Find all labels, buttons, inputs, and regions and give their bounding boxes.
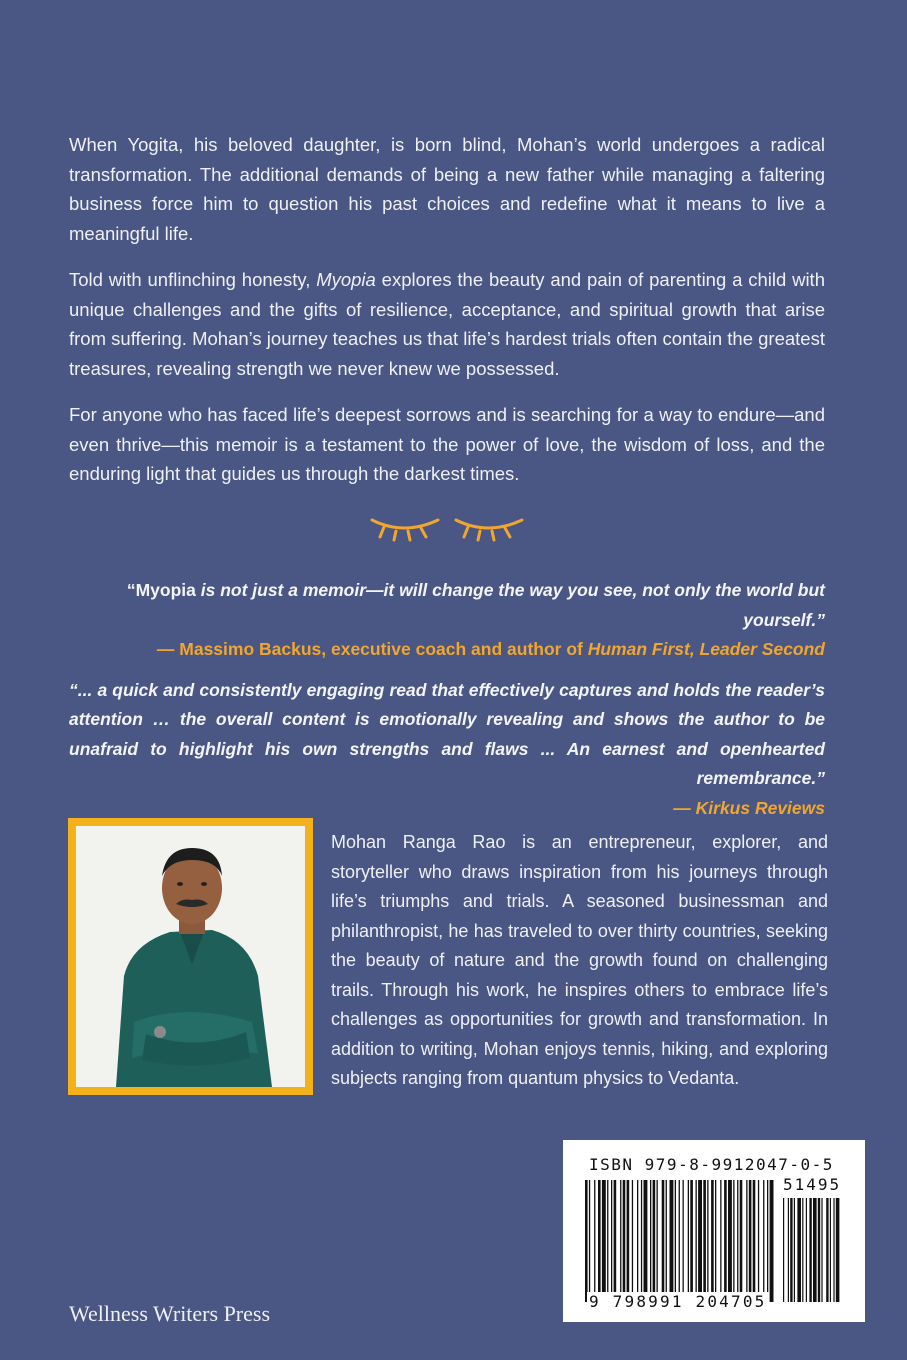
barcode-addon-bar: [818, 1198, 820, 1302]
barcode-bar: [690, 1180, 693, 1302]
barcode-bar: [607, 1180, 608, 1302]
barcode-bar: [696, 1180, 697, 1302]
quote-text: is not just a memoir—it will change the way you see, not only the world but yourself.”: [195, 580, 825, 630]
barcode-bar: [650, 1180, 651, 1302]
barcode-bar: [585, 1180, 588, 1302]
barcode-bar: [594, 1180, 595, 1302]
barcode-bar: [740, 1180, 743, 1302]
barcode-bar: [703, 1180, 706, 1302]
barcode-addon-bar: [794, 1198, 795, 1302]
barcode-addon-bar: [809, 1198, 811, 1302]
barcode-bar: [620, 1180, 621, 1302]
barcode-bar: [688, 1180, 689, 1302]
attribution-text: — Massimo Backus, executive coach and author of: [156, 639, 588, 659]
book-description: [69, 130, 825, 506]
barcode-bar: [641, 1180, 642, 1302]
barcode-bar: [653, 1180, 656, 1302]
barcode-bar: [746, 1180, 747, 1302]
barcode-addon-bar: [826, 1198, 828, 1302]
barcode-bar: [698, 1180, 702, 1302]
price-addon-number: 51495: [783, 1175, 842, 1194]
barcode-bar: [737, 1180, 738, 1302]
barcode-addon-bar: [790, 1198, 792, 1302]
barcode-bar: [758, 1180, 759, 1302]
author-portrait-image: [76, 826, 305, 1087]
barcode-bar: [637, 1180, 638, 1302]
description-paragraph-3: For anyone who has faced life’s deepest sorrows and is searching for a way to endure—and even thrive—this memoir is a testament to the power of love, the wisdom of loss, and the enduring light that guides us through the darkest times.: [69, 404, 825, 484]
barcode-bar: [611, 1180, 612, 1302]
barcode-bar: [763, 1180, 764, 1302]
barcode-bar: [670, 1180, 674, 1302]
endorsement-quote: “... a quick and consistently engaging read that effectively captures and holds the reader’s attention … the overall content is emotionally revealing and shows the author to be unafraid to highlight his own strengths and flaws ... An earnest and openhearted remembrance.”: [69, 679, 825, 788]
barcode-bar: [711, 1180, 714, 1302]
barcode-addon-bar: [783, 1198, 784, 1302]
endorsement-attribution: [69, 635, 825, 665]
barcode-addon-bar: [821, 1198, 822, 1302]
barcode-bar: [679, 1180, 680, 1302]
barcode-bar: [675, 1180, 676, 1302]
barcode-bar: [707, 1180, 708, 1302]
description-paragraph-1: When Yogita, his beloved daughter, is born blind, Mohan’s world undergoes a radical transformation. The additional demands of being a new father while managing a faltering business force him to question his past choices and redefine what it means to live a meaningful life.: [69, 134, 825, 244]
endorsement-1: [69, 576, 825, 665]
paragraph-text: explores the beauty and pain of parenting a child with unique challenges and the gifts of resilience, acceptance, and spiritual growth that arise from suffering. Mohan’s journey teaches us that life’s hardest trials often contain the greatest treasures, revealing strength we never knew we possessed.: [69, 269, 825, 379]
barcode-bar: [767, 1180, 768, 1302]
barcode-bars: [585, 1180, 843, 1302]
barcode-bar: [614, 1180, 617, 1302]
barcode-bar: [644, 1180, 648, 1302]
barcode-bar: [627, 1180, 630, 1302]
barcode-addon-bar: [802, 1198, 803, 1302]
author-portrait: [76, 826, 305, 1087]
barcode-bar: [733, 1180, 734, 1302]
barcode-bar: [666, 1180, 667, 1302]
attribution-book-title: Human First, Leader Second: [587, 639, 825, 659]
barcode-addon-bar: [830, 1198, 831, 1302]
isbn-number: ISBN 979-8-9912047-0-5: [589, 1155, 834, 1174]
isbn-barcode: [563, 1140, 865, 1322]
endorsement-2: [69, 676, 825, 824]
paragraph-text: Told with unflinching honesty,: [69, 269, 317, 290]
barcode-bar: [662, 1180, 665, 1302]
barcode-addon-bar: [833, 1198, 834, 1302]
barcode-bar: [632, 1180, 633, 1302]
barcode-bar: [724, 1180, 727, 1302]
ean-number: 9 798991 204705: [589, 1292, 767, 1311]
barcode-bar: [623, 1180, 626, 1302]
endorsement-attribution: — Kirkus Reviews: [673, 797, 825, 818]
book-title-italic: Myopia: [316, 269, 376, 290]
closed-eyes-icon: [366, 512, 528, 542]
endorsement-quote: [69, 576, 825, 635]
barcode-addon-bar: [806, 1198, 807, 1302]
barcode-bar: [683, 1180, 684, 1302]
author-photo-frame: [68, 818, 313, 1095]
barcode-bar: [770, 1180, 774, 1302]
endorsements: [69, 576, 825, 834]
barcode-bar: [715, 1180, 716, 1302]
author-bio: Mohan Ranga Rao is an entrepreneur, explorer, and storyteller who draws inspiration from his journeys through life’s triumphs and trials. A seasoned businessman and philanthropist, he has traveled to over thirty countries, seeking the beauty of nature and the growth found on challenging trails. Through his work, he inspires others to embrace life’s challenges as opportunities for growth and transformation. In addition to writing, Mohan enjoys tennis, hiking, and exploring subjects ranging from quantum physics to Vedanta.: [331, 832, 828, 1088]
barcode-bar: [657, 1180, 658, 1302]
barcode-addon-bar: [813, 1198, 817, 1302]
description-paragraph-2: [69, 265, 825, 383]
barcode-bar: [720, 1180, 721, 1302]
barcode-bar: [753, 1180, 756, 1302]
quote-book-title: “Myopia: [126, 580, 196, 600]
barcode-addon-bar: [788, 1198, 789, 1302]
barcode-bar: [598, 1180, 601, 1302]
barcode-addon-bar: [836, 1198, 840, 1302]
barcode-bar: [728, 1180, 732, 1302]
barcode-addon-bar: [797, 1198, 801, 1302]
barcode-bar: [749, 1180, 752, 1302]
barcode-bar: [602, 1180, 606, 1302]
publisher-name: Wellness Writers Press: [69, 1301, 271, 1326]
barcode-bar: [589, 1180, 590, 1302]
